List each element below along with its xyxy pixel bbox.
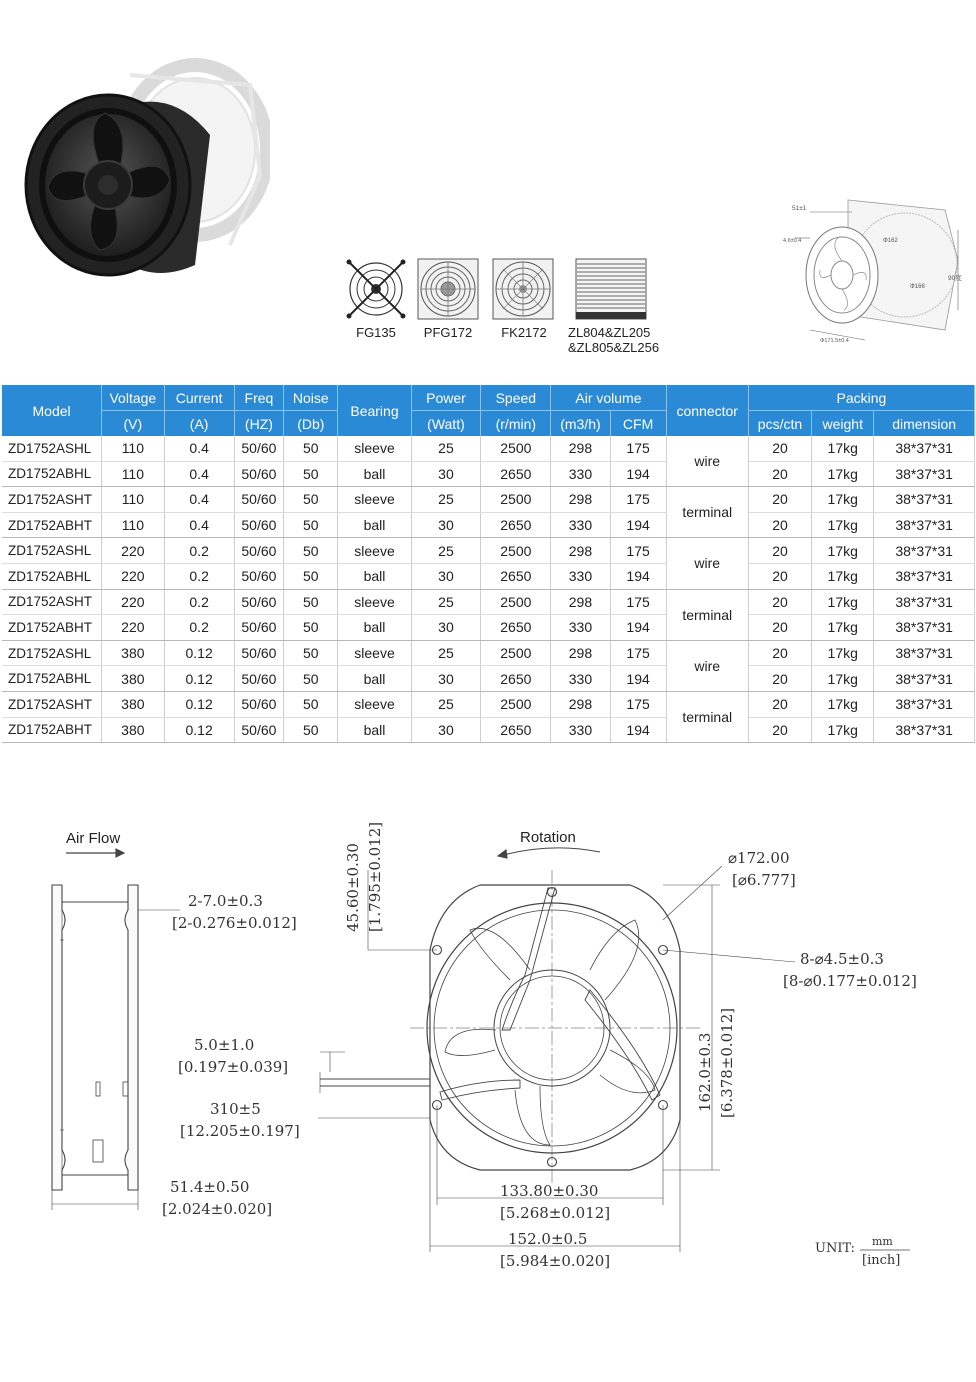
cell-air-m3h: 298 <box>551 589 610 615</box>
grill-label-filter-line2: &ZL805&ZL256 <box>568 340 660 355</box>
cell-air-m3h: 298 <box>551 538 610 564</box>
header-pcs: pcs/ctn <box>748 411 811 437</box>
cell-model: ZD1752ABHL <box>2 563 102 589</box>
cell-power: 25 <box>411 589 481 615</box>
header-noise: Noise <box>284 385 338 411</box>
cell-speed: 2500 <box>481 487 551 513</box>
header-voltage-unit: (V) <box>102 411 164 437</box>
table-row <box>2 589 975 615</box>
cell-pcs: 20 <box>748 563 811 589</box>
cell-pcs: 20 <box>748 589 811 615</box>
cell-air-m3h: 330 <box>551 717 610 743</box>
cell-freq: 50/60 <box>234 615 283 641</box>
cell-freq: 50/60 <box>234 487 283 513</box>
cell-bearing: ball <box>338 717 411 743</box>
cell-dimension: 38*37*31 <box>874 487 975 513</box>
cell-current: 0.2 <box>164 615 234 641</box>
cell-connector: terminal <box>666 487 748 538</box>
cell-air-m3h: 298 <box>551 436 610 461</box>
cell-dimension: 38*37*31 <box>874 436 975 461</box>
cell-air-cfm: 175 <box>610 691 666 717</box>
cell-freq: 50/60 <box>234 717 283 743</box>
header-freq: Freq <box>234 385 283 411</box>
cell-speed: 2500 <box>481 436 551 461</box>
mini-dim-d171: Φ171.5±0.4 <box>820 338 849 344</box>
fan-guard-icon <box>345 258 407 320</box>
cell-bearing: ball <box>338 512 411 538</box>
grill-label-fg135: FG135 <box>356 325 396 340</box>
cell-dimension: 38*37*31 <box>874 640 975 666</box>
cell-freq: 50/60 <box>234 563 283 589</box>
cell-speed: 2500 <box>481 589 551 615</box>
cell-noise: 50 <box>284 615 338 641</box>
cell-voltage: 220 <box>102 563 164 589</box>
cell-current: 0.12 <box>164 691 234 717</box>
mini-dim-thick: 4.6±0.4 <box>783 238 802 244</box>
cell-pcs: 20 <box>748 640 811 666</box>
cell-weight: 17kg <box>812 640 874 666</box>
cell-weight: 17kg <box>812 487 874 513</box>
dim-height: 162.0±0.3 <box>696 1032 714 1112</box>
dim-lead: 5.0±1.0 <box>194 1036 255 1054</box>
cell-air-cfm: 175 <box>610 538 666 564</box>
cell-current: 0.12 <box>164 717 234 743</box>
cell-bearing: ball <box>338 666 411 692</box>
cell-power: 30 <box>411 512 481 538</box>
cell-air-cfm: 194 <box>610 512 666 538</box>
cell-speed: 2650 <box>481 666 551 692</box>
dim-wire-length-inch: [12.205±0.197] <box>180 1122 300 1140</box>
cell-noise: 50 <box>284 487 338 513</box>
cell-freq: 50/60 <box>234 461 283 487</box>
cell-weight: 17kg <box>812 691 874 717</box>
cell-noise: 50 <box>284 589 338 615</box>
header-voltage: Voltage <box>102 385 164 411</box>
cell-speed: 2650 <box>481 461 551 487</box>
dim-wire-length: 310±5 <box>210 1100 261 1118</box>
cell-current: 0.4 <box>164 436 234 461</box>
cell-pcs: 20 <box>748 487 811 513</box>
table-row <box>2 666 975 692</box>
cell-model: ZD1752ASHT <box>2 487 102 513</box>
cell-voltage: 380 <box>102 640 164 666</box>
dim-lead-inch: [0.197±0.039] <box>178 1058 289 1076</box>
cell-weight: 17kg <box>812 512 874 538</box>
cell-speed: 2650 <box>481 563 551 589</box>
cell-weight: 17kg <box>812 538 874 564</box>
cell-model: ZD1752ABHT <box>2 717 102 743</box>
cell-pcs: 20 <box>748 512 811 538</box>
cell-voltage: 110 <box>102 512 164 538</box>
cell-weight: 17kg <box>812 615 874 641</box>
cell-noise: 50 <box>284 538 338 564</box>
grill-label-fk2172: FK2172 <box>501 325 547 340</box>
cell-voltage: 220 <box>102 615 164 641</box>
header-air-m3h: (m3/h) <box>551 411 610 437</box>
cell-pcs: 20 <box>748 615 811 641</box>
cell-air-m3h: 298 <box>551 691 610 717</box>
dim-diameter: ⌀172.00 <box>728 849 790 867</box>
cell-current: 0.4 <box>164 487 234 513</box>
dim-holes: 8-⌀4.5±0.3 <box>800 950 884 968</box>
cell-pcs: 20 <box>748 436 811 461</box>
cell-air-m3h: 330 <box>551 666 610 692</box>
cell-air-m3h: 298 <box>551 640 610 666</box>
cell-air-cfm: 175 <box>610 589 666 615</box>
table-row <box>2 461 975 487</box>
dim-hole-spacing-inch: [5.268±0.012] <box>500 1204 611 1222</box>
cell-current: 0.12 <box>164 640 234 666</box>
cell-air-cfm: 194 <box>610 461 666 487</box>
filter-icon <box>575 258 647 320</box>
cell-air-m3h: 330 <box>551 563 610 589</box>
dim-thickness-inch: [2-0.276±0.012] <box>172 914 297 932</box>
cell-air-cfm: 194 <box>610 717 666 743</box>
cell-dimension: 38*37*31 <box>874 512 975 538</box>
cell-bearing: sleeve <box>338 436 411 461</box>
header-bearing: Bearing <box>338 385 411 436</box>
grill-label-pfg172: PFG172 <box>423 325 473 340</box>
cell-noise: 50 <box>284 563 338 589</box>
cell-dimension: 38*37*31 <box>874 666 975 692</box>
unit-mm: mm <box>872 1235 893 1248</box>
header-current-unit: (A) <box>164 411 234 437</box>
cell-power: 25 <box>411 487 481 513</box>
cell-current: 0.2 <box>164 563 234 589</box>
cell-power: 25 <box>411 436 481 461</box>
cell-air-m3h: 330 <box>551 512 610 538</box>
cell-air-cfm: 175 <box>610 487 666 513</box>
cell-voltage: 220 <box>102 589 164 615</box>
cell-bearing: sleeve <box>338 589 411 615</box>
header-power-unit: (Watt) <box>411 411 481 437</box>
cell-freq: 50/60 <box>234 666 283 692</box>
cell-connector: wire <box>666 436 748 487</box>
dim-thickness: 2-7.0±0.3 <box>188 892 263 910</box>
header-packing: Packing <box>748 385 974 411</box>
mini-dimension-drawing <box>780 190 970 355</box>
header-noise-unit: (Db) <box>284 411 338 437</box>
cell-freq: 50/60 <box>234 436 283 461</box>
cell-speed: 2500 <box>481 640 551 666</box>
cell-model: ZD1752ASHL <box>2 436 102 461</box>
cell-model: ZD1752ASHL <box>2 538 102 564</box>
mini-dim-d162: Φ162 <box>883 238 898 244</box>
cell-dimension: 38*37*31 <box>874 717 975 743</box>
mini-dim-90: 90度 <box>948 275 962 282</box>
technical-drawing <box>0 790 976 1310</box>
cell-bearing: sleeve <box>338 640 411 666</box>
cell-noise: 50 <box>284 640 338 666</box>
grill-label-filter <box>568 325 668 355</box>
dim-width: 51.4±0.50 <box>170 1178 250 1196</box>
cell-dimension: 38*37*31 <box>874 461 975 487</box>
cell-bearing: sleeve <box>338 487 411 513</box>
cell-model: ZD1752ABHT <box>2 512 102 538</box>
cell-connector: terminal <box>666 589 748 640</box>
header-dimension: dimension <box>874 411 975 437</box>
cell-current: 0.2 <box>164 589 234 615</box>
rotation-label: Rotation <box>520 829 576 846</box>
cell-freq: 50/60 <box>234 640 283 666</box>
table-row <box>2 487 975 513</box>
cell-voltage: 380 <box>102 666 164 692</box>
cell-dimension: 38*37*31 <box>874 615 975 641</box>
unit-inch: [inch] <box>862 1253 901 1268</box>
cell-current: 0.4 <box>164 512 234 538</box>
cell-air-m3h: 330 <box>551 615 610 641</box>
cell-dimension: 38*37*31 <box>874 589 975 615</box>
cell-voltage: 110 <box>102 436 164 461</box>
fan-product-photo <box>20 55 270 285</box>
cell-noise: 50 <box>284 461 338 487</box>
cell-model: ZD1752ABHT <box>2 615 102 641</box>
cell-air-cfm: 194 <box>610 615 666 641</box>
spec-table-body <box>2 436 975 743</box>
cell-freq: 50/60 <box>234 512 283 538</box>
cell-dimension: 38*37*31 <box>874 538 975 564</box>
finger-guard-icon <box>492 258 554 320</box>
cell-bearing: ball <box>338 615 411 641</box>
cell-voltage: 380 <box>102 717 164 743</box>
header-freq-unit: (HZ) <box>234 411 283 437</box>
cell-weight: 17kg <box>812 717 874 743</box>
cell-model: ZD1752ASHT <box>2 691 102 717</box>
cell-speed: 2650 <box>481 512 551 538</box>
header-power: Power <box>411 385 481 411</box>
cell-pcs: 20 <box>748 538 811 564</box>
cell-noise: 50 <box>284 691 338 717</box>
header-weight: weight <box>812 411 874 437</box>
dim-frame-inch: [5.984±0.020] <box>500 1252 611 1270</box>
header-model: Model <box>2 385 102 436</box>
cell-power: 30 <box>411 563 481 589</box>
cell-freq: 50/60 <box>234 691 283 717</box>
table-row <box>2 538 975 564</box>
cell-bearing: sleeve <box>338 538 411 564</box>
dim-height-inch: [6.378±0.012] <box>718 1007 736 1118</box>
cell-air-cfm: 194 <box>610 563 666 589</box>
table-row <box>2 512 975 538</box>
cell-air-m3h: 330 <box>551 461 610 487</box>
dim-frame: 152.0±0.5 <box>508 1230 588 1248</box>
cell-dimension: 38*37*31 <box>874 563 975 589</box>
finger-guard-icon <box>417 258 479 320</box>
cell-pcs: 20 <box>748 691 811 717</box>
header-air-volume: Air volume <box>551 385 666 411</box>
cell-model: ZD1752ASHL <box>2 640 102 666</box>
cell-model: ZD1752ABHL <box>2 666 102 692</box>
cell-power: 30 <box>411 461 481 487</box>
cell-freq: 50/60 <box>234 538 283 564</box>
cell-current: 0.4 <box>164 461 234 487</box>
cell-air-cfm: 175 <box>610 436 666 461</box>
cell-freq: 50/60 <box>234 589 283 615</box>
table-header-row <box>2 385 975 411</box>
cell-pcs: 20 <box>748 461 811 487</box>
cell-air-cfm: 194 <box>610 666 666 692</box>
cell-bearing: sleeve <box>338 691 411 717</box>
cell-voltage: 380 <box>102 691 164 717</box>
cell-weight: 17kg <box>812 589 874 615</box>
cell-current: 0.12 <box>164 666 234 692</box>
air-flow-label: Air Flow <box>66 830 121 847</box>
cell-noise: 50 <box>284 512 338 538</box>
dim-depth: 45.60±0.30 <box>344 843 362 932</box>
cell-power: 25 <box>411 691 481 717</box>
mini-dim-d166: Φ166 <box>910 284 925 290</box>
cell-air-m3h: 298 <box>551 487 610 513</box>
table-row <box>2 615 975 641</box>
unit-label: UNIT: <box>815 1241 856 1256</box>
cell-speed: 2500 <box>481 538 551 564</box>
cell-bearing: ball <box>338 563 411 589</box>
mini-dim-depth: 51±1 <box>792 205 807 212</box>
cell-weight: 17kg <box>812 436 874 461</box>
table-row <box>2 640 975 666</box>
header-speed-unit: (r/min) <box>481 411 551 437</box>
cell-model: ZD1752ABHL <box>2 461 102 487</box>
cell-power: 30 <box>411 717 481 743</box>
cell-connector: wire <box>666 538 748 589</box>
cell-power: 25 <box>411 538 481 564</box>
cell-noise: 50 <box>284 436 338 461</box>
header-current: Current <box>164 385 234 411</box>
cell-weight: 17kg <box>812 666 874 692</box>
dim-width-inch: [2.024±0.020] <box>162 1200 273 1218</box>
dim-hole-spacing: 133.80±0.30 <box>500 1182 599 1200</box>
table-row <box>2 436 975 461</box>
table-row <box>2 717 975 743</box>
cell-speed: 2650 <box>481 615 551 641</box>
dim-depth-inch: [1.795±0.012] <box>366 821 384 932</box>
cell-connector: terminal <box>666 691 748 742</box>
cell-voltage: 220 <box>102 538 164 564</box>
cell-current: 0.2 <box>164 538 234 564</box>
cell-air-cfm: 175 <box>610 640 666 666</box>
cell-pcs: 20 <box>748 717 811 743</box>
cell-power: 30 <box>411 666 481 692</box>
spec-table <box>2 385 975 743</box>
cell-pcs: 20 <box>748 666 811 692</box>
dim-diameter-inch: [⌀6.777] <box>732 871 796 889</box>
cell-model: ZD1752ASHT <box>2 589 102 615</box>
table-subheader-row <box>2 411 975 437</box>
header-speed: Speed <box>481 385 551 411</box>
cell-connector: wire <box>666 640 748 691</box>
cell-speed: 2500 <box>481 691 551 717</box>
cell-noise: 50 <box>284 666 338 692</box>
grill-label-filter-line1: ZL804&ZL205 <box>568 325 651 340</box>
cell-noise: 50 <box>284 717 338 743</box>
cell-dimension: 38*37*31 <box>874 691 975 717</box>
cell-power: 25 <box>411 640 481 666</box>
dim-holes-inch: [8-⌀0.177±0.012] <box>783 972 917 990</box>
cell-weight: 17kg <box>812 461 874 487</box>
cell-voltage: 110 <box>102 487 164 513</box>
table-row <box>2 691 975 717</box>
table-row <box>2 563 975 589</box>
header-connector: connector <box>666 385 748 436</box>
cell-voltage: 110 <box>102 461 164 487</box>
header-air-cfm: CFM <box>610 411 666 437</box>
cell-bearing: ball <box>338 461 411 487</box>
cell-weight: 17kg <box>812 563 874 589</box>
cell-speed: 2650 <box>481 717 551 743</box>
cell-power: 30 <box>411 615 481 641</box>
